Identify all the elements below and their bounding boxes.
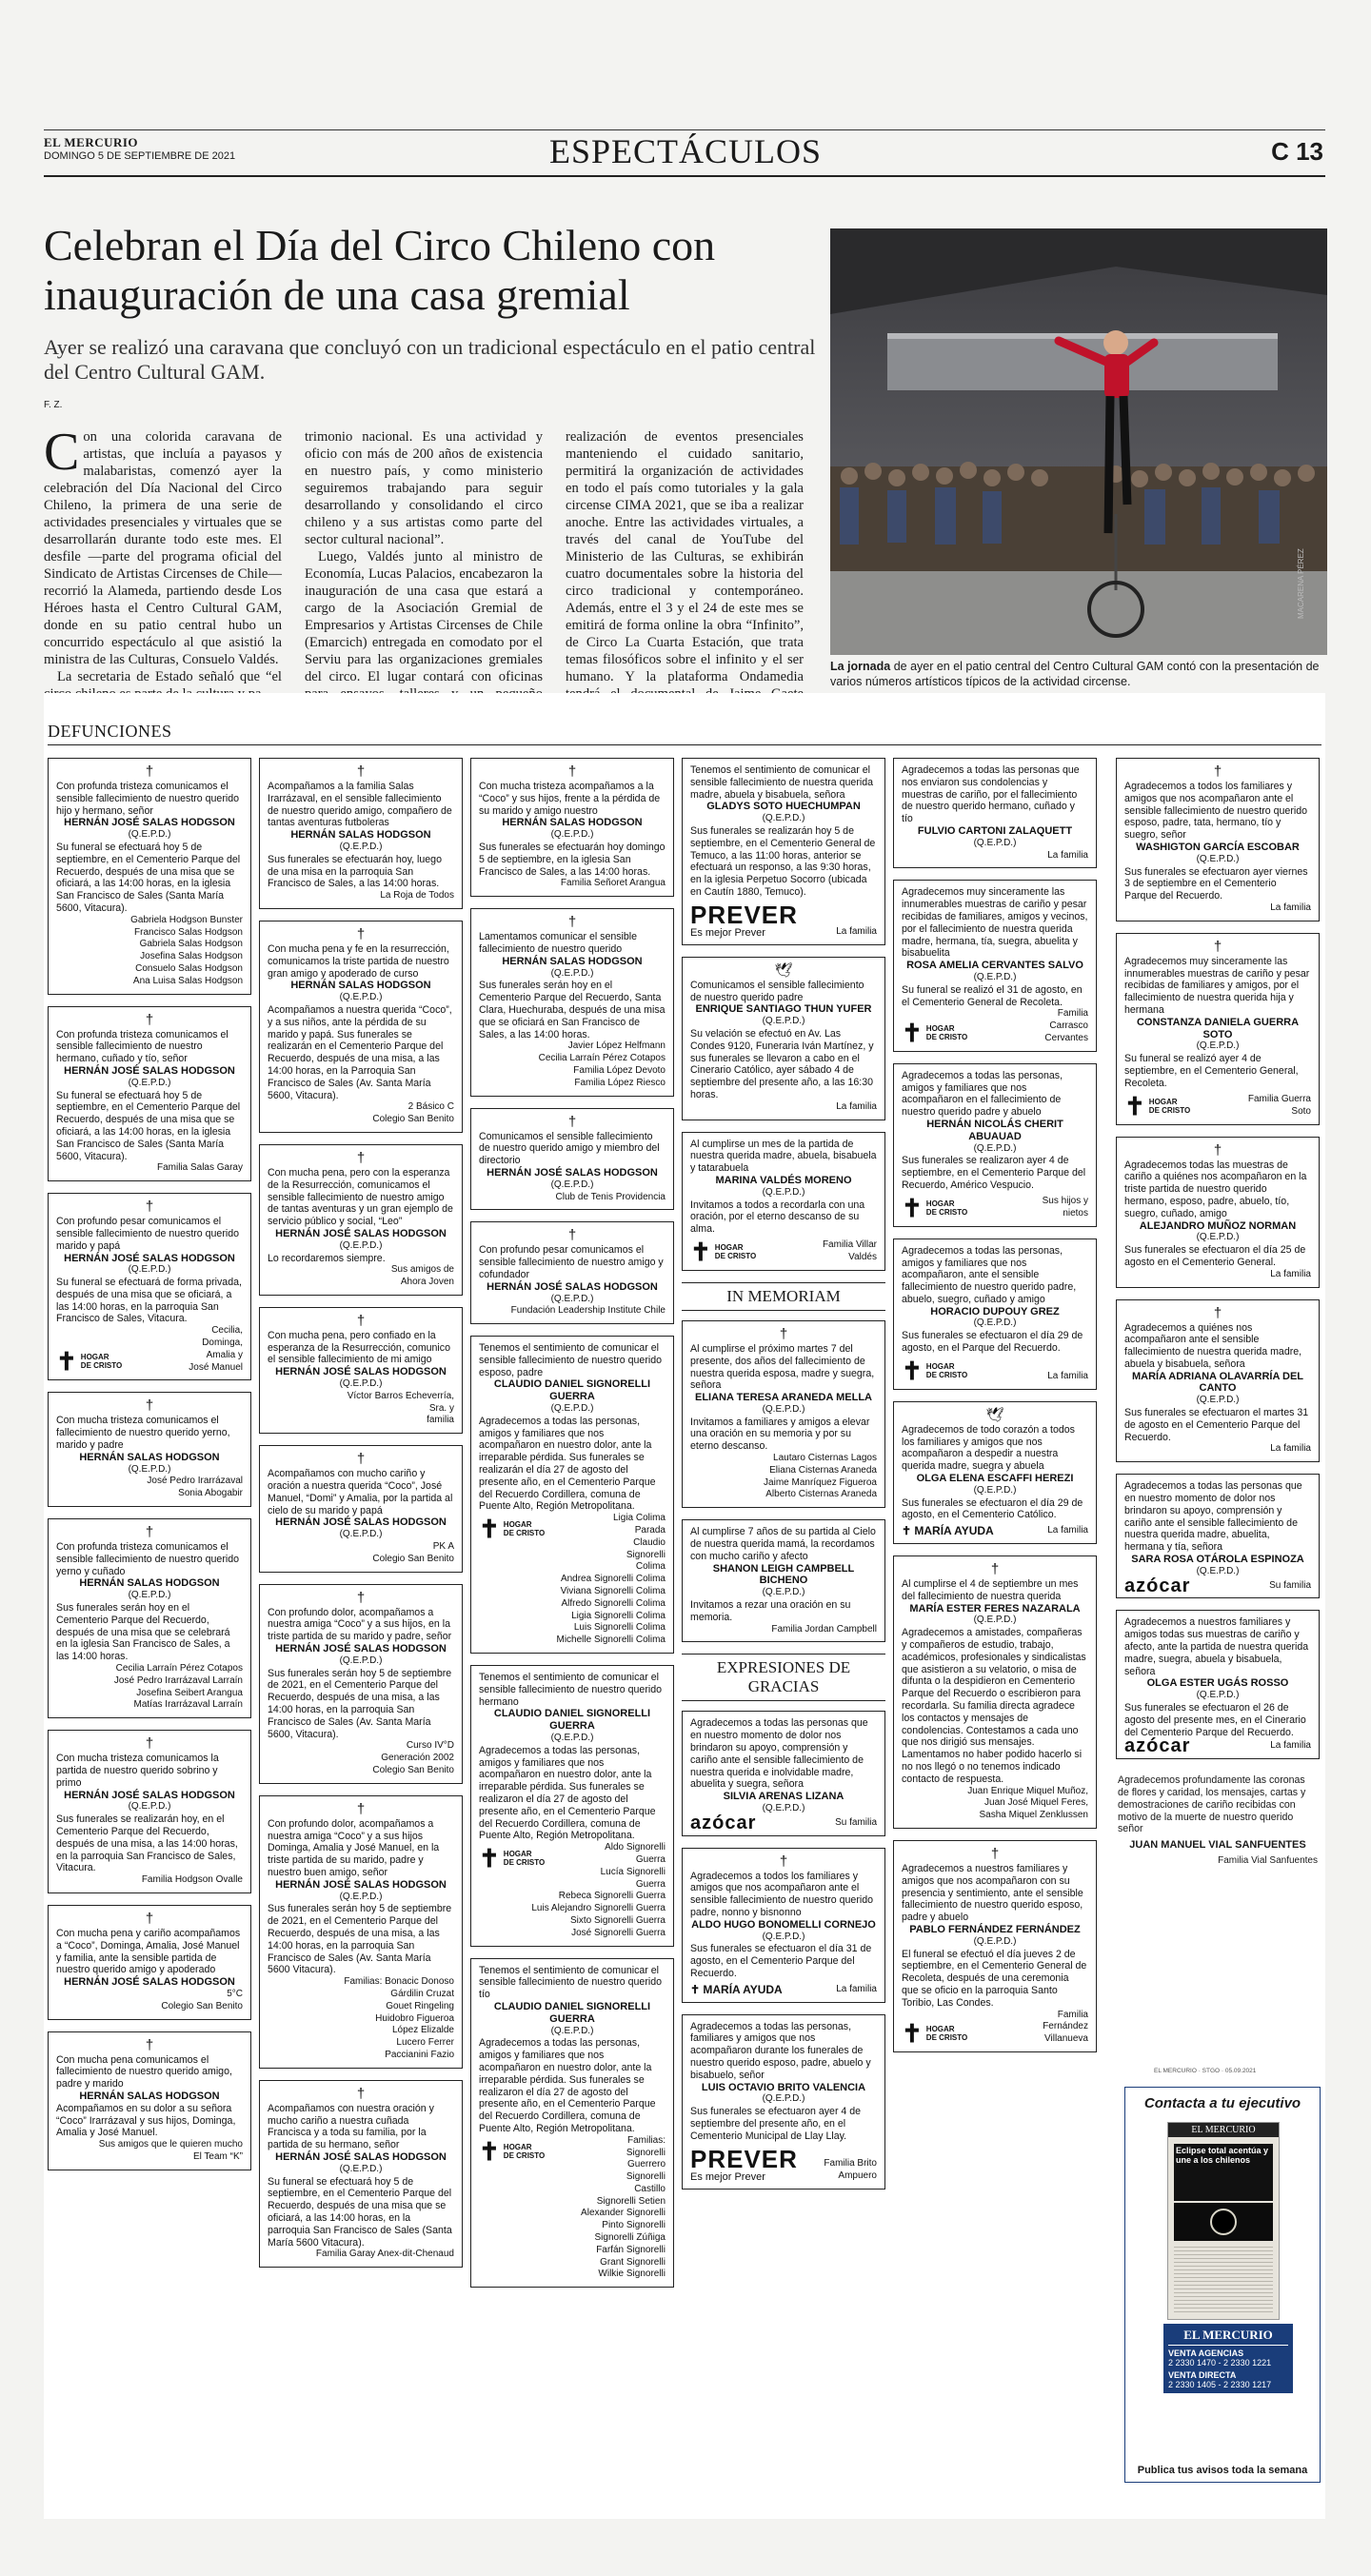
cross-icon: † — [145, 2036, 154, 2053]
cross-icon: † — [145, 763, 154, 780]
obituaries-rule — [48, 744, 1321, 745]
obituary-notice: Tenemos el sentimiento de comunicar el sensible fallecimiento de nuestro querido tío CLAUDIO DANIEL SIGNORELLI GUERRA (Q.E.P.D.) Agradecemos a todas las personas, amigos y familiares que nos acompañaron en nuestro dolor, ante la irreparable pérdida. Sus funerales se realizaron el día 27 de agosto del presente año, en el Cementerio Parque del Recuerdo Cordillera, comuna de Puente Alto, Región Metropolitana. ✝ HOGAR DE CRISTO Familias: Signorelli Guerrero Signorelli Castillo Signorelli Setien Alexander Signorelli Pinto Signorelli Signorelli Zúñiga Farfán Signorelli Grant Signorelli Wilkie Signorelli — [470, 1958, 674, 2289]
sales-agencies-label: VENTA AGENCIAS — [1168, 2348, 1244, 2358]
article-photo — [830, 228, 1327, 655]
photo-credit: MACARENA PÉREZ — [1297, 548, 1305, 619]
header-rule — [44, 175, 1325, 177]
eclipse-image — [1174, 2203, 1273, 2241]
obituary-notice: † Con profunda tristeza comunicamos el sensible fallecimiento de nuestro hermano, cuñado y tío, señor HERNÁN JOSÉ SALAS HODGSON (Q.E.P.D.) Su funeral se efectuará hoy 5 de septiembre, en el Cementerio Parque del Recuerdo, después de una misa que se oficiará, a las 14:00 horas, en la iglesia San Francisco de Sales (Santa María 5600, Vitacura). Familia Salas Garay — [48, 1006, 251, 1182]
obituary-notice: Agradecemos a todas las personas, amigos y familiares que nos acompañaron, ante el sensible fallecimiento de nuestro querido padre, abuelo, suegro, cuñado y amigo HORACIO DUPOUY GREZ (Q.E.P.D.) Sus funerales se efectuaron el día 29 de agosto, en el Parque del Recuerdo. ✝ HOGAR DE CRISTO La familia — [893, 1238, 1097, 1390]
azocar-logo: azócar — [1124, 1575, 1191, 1596]
imprint-text: EL MERCURIO · STGO · 05.09.2021 — [1154, 2068, 1257, 2074]
article-headline: Celebran el Día del Circo Chileno con inauguración de una casa gremial — [44, 221, 716, 319]
obituary-notice: † Con mucha pena y fe en la resurrección, comunicamos la triste partida de nuestro gran amigo y apoderado de curso HERNÁN SALAS HODGSON (Q.E.P.D.) Acompañamos a nuestra querida “Coco”, y a sus niños, ante la pérdida de su marido y papá. Sus funerales se realizarán en el Cementerio Parque del Recuerdo, después de una misa, a las 14:00 horas, en la Parroquia San Francisco de Sales (Av. Santa María 5600, Vitacura). 2 Básico C Colegio San Benito — [259, 921, 463, 1133]
sales-direct-label: VENTA DIRECTA — [1168, 2370, 1237, 2380]
obituary-notice: Agradecemos a todas las personas, amigos y familiares que nos acompañaron en el fallecimiento de nuestro querido padre y abuelo HERNÁN NICOLÁS CHERIT ABUAUAD (Q.E.P.D.) Sus funerales se realizaron ayer 4 de septiembre, en el Cementerio Parque del Recuerdo, Américo Vespucio. ✝ HOGAR DE CRISTO Sus hijos y nietos — [893, 1063, 1097, 1227]
article-text: on una colorida caravana de artistas, que incluía a payasos y malabaristas, comenzó ayer la celebración del Día Nacional del Circo Chileno, la primera de una serie de actividades presenciales y virtuales que se desarrollarán durante todo este mes. El desfile —parte del programa oficial del Sindicato de Artistas Circenses de Chile— recorrió la Alameda, partiendo desde Los Héroes hasta el Centro Cultural GAM, donde en su patio central hubo un concurrido espectáculo al que asistió la ministra de las Culturas, Consuelo Valdés. — [44, 429, 282, 667]
obituary-notice: Agradecemos a todas las personas que en nuestro momento de dolor nos brindaron su apoyo, comprensión y cariño ante el sensible fallecimiento de nuestra querida madre, abuelita, hermana y tía, señora SARA ROSA OTÁROLA ESPINOZA (Q.E.P.D.) azócar Su familia — [1116, 1474, 1320, 1598]
contact-advertisement[interactable] — [1124, 2087, 1321, 2483]
article-text: realización de eventos presenciales manteniendo el cuidado sanitario, permitirá la organización de actividades en todo el país como tutoriales y la gala circense CIMA 2021, que se iba a realizar anoche. Entre las actividades virtuales, a través del canal de YouTube del Ministerio de las Culturas, se exhibirán cuatro documentales sobre la historia del circo tradicional y contemporáneo. Además, entre el 3 y el 24 de este mes se emitirá de forma online la obra “Infinito”, de Circo La Cuarta Estación, que trata temas filosóficos sobre el infinito y el ser humano. Y la plataforma Ondamedia — [566, 429, 804, 684]
obituary-notice: Al cumplirse 7 años de su partida al Cielo de nuestra querida mamá, la recordamos con mucho cariño y afecto SHANON LEIGH CAMPBELL BICHENO (Q.E.P.D.) Invitamos a rezar una oración en su memoria. Familia Jordan Campbell — [682, 1519, 885, 1642]
obituary-notice: † Con profundo dolor, acompañamos a nuestra amiga “Coco” y a sus hijos, en la triste partida de su marido y padre, señor HERNÁN JOSÉ SALAS HODGSON (Q.E.P.D.) Sus funerales serán hoy 5 de septiembre de 2021, en el Cementerio Parque del Recuerdo, después de una misa, a las 14:00 horas, en la parroquia San Francisco de Sales (Av. Santa María 5600, Vitacura). Curso IV°D Generación 2002 Colegio San Benito — [259, 1584, 463, 1784]
obituary-notice: † Con profundo pesar comunicamos el sensible fallecimiento de nuestro amigo y cofundador HERNÁN JOSÉ SALAS HODGSON (Q.E.P.D.) Fundación Leadership Institute Chile — [470, 1221, 674, 1324]
in-memoriam-heading: IN MEMORIAM — [682, 1282, 885, 1311]
obituary-column-3 — [470, 758, 674, 2299]
obituary-notice: † Acompañamos con nuestra oración y mucho cariño a nuestra cuñada Francisca y a toda su familia, por la partida de su hermano, señor HERNÁN JOSÉ SALAS HODGSON (Q.E.P.D.) Su funeral se efectuará hoy 5 de septiembre, en el Cementerio Parque del Recuerdo, después de una misa que se oficiará, a las 14:00 horas, en la parroquia San Francisco de Sales (Santa María 5600 Vitacura). Familia Garay Anex-dit-Chenaud — [259, 2080, 463, 2268]
caption-text: de ayer en el patio central del Centro Cultural GAM contó con la presentación de varios números artísticos típicos de la actividad circense. — [830, 660, 1320, 688]
top-rule — [44, 129, 1325, 130]
hogar-de-cristo-logo: ✝ HOGAR DE CRISTO — [902, 2018, 968, 2048]
page-number: C 13 — [1271, 137, 1323, 166]
article-byline: F. Z. — [44, 400, 63, 410]
obituary-column-6 — [1116, 758, 1320, 1872]
obituary-notice: 🕊 Comunicamos el sensible fallecimiento de nuestro querido padre ENRIQUE SANTIAGO THUN YUFER (Q.E.P.D.) Su velación se efectuó en Av. Las Condes 9120, Funeraria Iván Martínez, y sus funerales se llevaron a cabo en el Cinerario Católico, ayer sábado 4 de septiembre del presente año, a las 16:30 horas. La familia — [682, 957, 885, 1120]
publication-date: DOMINGO 5 DE SEPTIEMBRE DE 2021 — [44, 150, 236, 162]
ad-title: Contacta a tu ejecutivo — [1143, 2095, 1301, 2111]
obituary-notice: Agradecemos a todas las personas, familiares y amigos que nos acompañaron durante los funerales de nuestro querido esposo, padre, abuelo y bisabuelo, señor LUIS OCTAVIO BRITO VALENCIA (Q.E.P.D.) Sus funerales se efectuaron ayer 4 de septiembre del presente año, en el Cementerio Municipal de Llay Llay. PREVER Es mejor Prever Familia Brito Ampuero — [682, 2014, 885, 2190]
cross-icon: † — [567, 914, 577, 931]
obituaries-title: DEFUNCIONES — [48, 722, 172, 741]
hogar-de-cristo-logo: ✝ HOGAR DE CRISTO — [479, 1515, 546, 1544]
dove-icon: 🕊 — [774, 961, 793, 979]
hogar-de-cristo-logo: ✝ HOGAR DE CRISTO — [479, 1844, 546, 1873]
cross-icon: † — [145, 1910, 154, 1927]
publication-name: EL MERCURIO — [44, 135, 139, 149]
gracias-heading: EXPRESIONES DE GRACIAS — [682, 1654, 885, 1701]
article-column-3 — [566, 428, 804, 737]
circus-performance-photo — [830, 228, 1327, 655]
sales-direct-phones[interactable]: 2 2330 1405 - 2 2330 1217 — [1168, 2380, 1272, 2389]
cross-icon: † — [1213, 1304, 1222, 1321]
obituary-notice: † Agradecemos todas las muestras de cariño a quiénes nos acompañaron en la triste partida de nuestro querido hermano, esposo, padre, abuelo, tío, suegro, cuñado, amigo ALEJANDRO MUÑOZ NORMAN (Q.E.P.D.) Sus funerales se efectuaron el día 25 de agosto en el Cementerio General. La familia — [1116, 1137, 1320, 1288]
obituary-notice: † Con profundo dolor, acompañamos a nuestra amiga “Coco” y a sus hijos Dominga, Amalia y José Manuel, en la triste partida de su marido, padre y nuestro buen amigo, señor HERNÁN JOSÉ SALAS HODGSON (Q.E.P.D.) Sus funerales serán hoy 5 de septiembre de 2021, en el Cementerio Parque del Recuerdo, después de una misa, a las 14:00 horas, en la parroquia San Francisco de Sales (Av. Santa María 5600 Vitacura). Familias: Bonacic Donoso Gárdilin Cruzat Gouet Ringeling Huidobro Figueroa López Elizalde Lucero Ferrer Paccianini Fazio — [259, 1795, 463, 2069]
hogar-de-cristo-logo: ✝ HOGAR DE CRISTO — [690, 1237, 757, 1266]
obituary-notice: 🕊 Agradecemos de todo corazón a todos los familiares y amigos que nos acompañaron a despedir a nuestra querida madre, suegra y abuela OLGA ELENA ESCAFFI HEREZI (Q.E.P.D.) Sus funerales se efectuaron el día 29 de agosto, en el Cementerio Católico. ✝ MARÍA AYUDA La familia — [893, 1401, 1097, 1544]
obituary-column-1 — [48, 758, 251, 2182]
hogar-de-cristo-logo: ✝ HOGAR DE CRISTO — [902, 1193, 968, 1222]
cross-icon: † — [990, 1561, 1000, 1578]
obituary-notice: Agradecemos a todas las personas que nos enviaron sus condolencias y muestras de cariño, por el fallecimiento de nuestro querido hermano, cuñado y tío FULVIO CARTONI ZALAQUETT (Q.E.P.D.) La familia — [893, 758, 1097, 868]
hogar-de-cristo-logo: ✝ HOGAR DE CRISTO — [1124, 1091, 1191, 1120]
obituary-notice: † Comunicamos el sensible fallecimiento de nuestro querido amigo y miembro del directorio HERNÁN JOSÉ SALAS HODGSON (Q.E.P.D.) Club de Tenis Providencia — [470, 1108, 674, 1211]
obituary-notice: † Al cumplirse el 4 de septiembre un mes del fallecimiento de nuestra querida MARÍA ESTER FERES NAZARALA (Q.E.P.D.) Agradecemos a amistades, compañeras y compañeros de estudio, trabajo, académicos, profesionales y sindicalistas que asistieron a su velatorio, o misa de difunta o la despidieron en Cementerio Parque del Recuerdo o escribieron para recordarla. Su familia directa agradece los contactos y mensajes de condolencias. Contestamos a cada uno que nos dirigió sus mensajes. Lamentamos no haber podido hacerlo si no nos llegó o no tenemos indicado contacto de respuesta. Juan Enrique Miquel Muñoz, Juan José Miquel Feres, Sasha Miquel Zenklussen — [893, 1556, 1097, 1829]
cross-icon: † — [145, 1735, 154, 1753]
obituary-column-2 — [259, 758, 463, 2279]
obituary-notice: † Con mucha pena y cariño acompañamos a “Coco”, Dominga, Amalia, José Manuel y familia, ante la sensible partida de nuestro querido amigo y apoderado HERNÁN JOSÉ SALAS HODGSON 5°C Colegio San Benito — [48, 1905, 251, 2020]
ad-footer: Publica tus avisos toda la semana — [1137, 2465, 1308, 2476]
obituary-notice: Agradecemos a nuestros familiares y amigos todas sus muestras de cariño y afecto, ante la partida de nuestra querida madre, suegra, abuela y bisabuela, señora OLGA ESTER UGÁS ROSSO (Q.E.P.D.) Sus funerales se efectuaron el 26 de agosto del presente mes, en el Cinerario del Cementerio Parque del Recuerdo. azócar La familia — [1116, 1610, 1320, 1759]
cross-icon: † — [1213, 1141, 1222, 1159]
azocar-logo: azócar — [1124, 1735, 1191, 1757]
newspaper-thumbnail — [1167, 2122, 1280, 2320]
cross-icon: † — [567, 1227, 577, 1244]
article-column-2 — [305, 428, 543, 737]
article-text: La secretaria de Estado señaló que “el — [57, 669, 282, 684]
caption-lead: La jornada — [830, 660, 891, 673]
cross-icon: † — [356, 1589, 366, 1606]
cross-icon: † — [145, 1524, 154, 1541]
hogar-de-cristo-logo: ✝ HOGAR DE CRISTO — [479, 2136, 546, 2166]
obituary-notice: † Con profunda tristeza comunicamos el sensible fallecimiento de nuestro querido yerno y cuñado HERNÁN SALAS HODGSON (Q.E.P.D.) Sus funerales serán hoy en el Cementerio Parque del Recuerdo, después de una misa que se celebrará en la iglesia San Francisco de Sales, a las 14:00 horas. Cecilia Larraín Pérez Cotapos José Pedro Irarrázaval Larraín Josefina Seibert Arangua Matías Irarrázaval Larraín — [48, 1518, 251, 1718]
obituary-notice: Tenemos el sentimiento de comunicar el sensible fallecimiento de nuestro querido hermano CLAUDIO DANIEL SIGNORELLI GUERRA (Q.E.P.D.) Agradecemos a todas las personas, amigos y familiares que nos acompañaron en nuestro dolor, ante la irreparable pérdida. Sus funerales se realizaron el día 27 de agosto del presente año, en el Cementerio Parque del Recuerdo Cordillera, comuna de Puente Alto, Región Metropolitana. ✝ HOGAR DE CRISTO Aldo Signorelli Guerra Lucía Signorelli Guerra Rebeca Signorelli Guerra Luis Alejandro Signorelli Guerra Sixto Signorelli Guerra José Signorelli Guerra — [470, 1665, 674, 1947]
cross-icon: † — [356, 2085, 366, 2102]
cross-icon: † — [356, 1800, 366, 1817]
hogar-de-cristo-logo: ✝ HOGAR DE CRISTO — [902, 1356, 968, 1385]
section-title: ESPECTÁCULOS — [548, 132, 823, 170]
article-column-1 — [44, 423, 282, 703]
cross-icon: † — [356, 1312, 366, 1329]
obituary-notice: † Con mucha tristeza comunicamos la partida de nuestro querido sobrino y primo HERNÁN JOSÉ SALAS HODGSON (Q.E.P.D.) Sus funerales se realizarán hoy, en el Cementerio Parque del Recuerdo, después de una misa, a las 14:00 horas, en la parroquia San Francisco de Sales, Vitacura. Familia Hodgson Ovalle — [48, 1730, 251, 1893]
thumbnail-masthead: EL MERCURIO — [1168, 2123, 1279, 2137]
obituary-notice: † Agradecemos a quiénes nos acompañaron ante el sensible fallecimiento de nuestra querida madre, abuela y bisabuela, señora MARÍA ADRIANA OLAVARRÍA DEL CANTO (Q.E.P.D.) Sus funerales se efectuaron el martes 31 de agosto en el Cementerio Parque del Recuerdo. La familia — [1116, 1299, 1320, 1463]
hogar-de-cristo-logo: ✝ HOGAR DE CRISTO — [56, 1347, 123, 1377]
obituary-column-4 — [682, 758, 885, 2201]
obituary-notice: † Agradecemos a todos los familiares y amigos que nos acompañaron ante el sensible fallecimiento de nuestro querido esposo, padre, tata, hermano, tío y suegro, señor WASHIGTON GARCÍA ESCOBAR (Q.E.P.D.) Sus funerales se efectuaron ayer viernes 3 de septiembre en el Cementerio Parque del Recuerdo. La familia — [1116, 758, 1320, 921]
article-text: Luego, Valdés junto al ministro de Economía, Lucas Palacios, encabezaron la inauguración de una casa que estará a cargo de la Asociación Gremial de Empresarios y Artistas Circenses de Chile (Emarcich) entregada en comodato por el Serviu para las organizaciones gremiales del circo. El lugar contará con oficinas — [305, 549, 543, 684]
cross-icon: † — [567, 1113, 577, 1130]
obituary-notice: Tenemos el sentimiento de comunicar el sensible fallecimiento de nuestra querida madre, abuela y bisabuela, señora GLADYS SOTO HUECHUMPAN (Q.E.P.D.) Sus funerales se realizarán hoy 5 de septiembre, en el Cementerio General de Temuco, a las 11:00 horas, anterior se efectuará un responso, a las 9:30 horas, en la iglesia Perpetuo Socorro (ubicada en Cautín 1880, Temuco). PREVER Es mejor Prever La familia — [682, 758, 885, 945]
cross-icon: † — [356, 763, 366, 780]
obituary-notice: † Agradecemos a todos los familiares y amigos que nos acompañaron ante el sensible fallecimiento de nuestro querido padre, nonno y bisnonno ALDO HUGO BONOMELLI CORNEJO (Q.E.P.D.) Sus funerales se efectuaron el día 31 de agosto, en el Cementerio Parque del Recuerdo. ✝ MARÍA AYUDA La familia — [682, 1848, 885, 2003]
drop-cap: C — [44, 423, 80, 482]
thumbnail-headline: Eclipse total acentúa y une a los chilenos — [1174, 2144, 1273, 2201]
sales-agencies-phones[interactable]: 2 2330 1470 - 2 2330 1221 — [1168, 2358, 1272, 2368]
gratitude-notice: Agradecemos profundamente las coronas de flores y caridad, los mensajes, cartas y demostraciones de cariño recibidas con motivo de la muerte de nuestro querido señor JUAN MANUEL VIAL SANFUENTES Familia Vial Sanfuentes — [1118, 1774, 1318, 1866]
obituary-notice: † Con mucha pena, pero con la esperanza de la Resurrección, comunicamos el sensible fallecimiento de nuestro amigo de tantas aventuras y un gran ejemplo de servicio público y social, “Leo” HERNÁN JOSÉ SALAS HODGSON (Q.E.P.D.) Lo recordaremos siempre. Sus amigos de Ahora Joven — [259, 1144, 463, 1296]
cross-icon: † — [356, 925, 366, 942]
prever-logo: PREVER Es mejor Prever — [690, 900, 798, 939]
azocar-logo: azócar — [690, 1812, 757, 1833]
article-deck: Ayer se realizó una caravana que concluyó con un tradicional espectáculo en el patio central del Centro Cultural GAM. — [44, 335, 816, 384]
cross-icon: † — [145, 1199, 154, 1216]
obituary-column-5 — [893, 758, 1097, 2064]
cross-icon: † — [1213, 763, 1222, 780]
cross-icon: † — [1213, 938, 1222, 955]
obituary-notice: † Lamentamos comunicar el sensible fallecimiento de nuestro querido HERNÁN SALAS HODGSON (Q.E.P.D.) Sus funerales serán hoy en el Cementerio Parque del Recuerdo, Santa Clara, Huechuraba, después de una misa que se oficiará en San Francisco de Sales, a las 14:00 horas. Javier López Helfmann Cecilia Larraín Pérez Cotapos Familia López Devoto Familia López Riesco — [470, 908, 674, 1096]
obituary-notice: † Al cumplirse el próximo martes 7 del presente, dos años del fallecimiento de nuestra querida esposa, madre y suegra, señora ELIANA TERESA ARANEDA MELLA (Q.E.P.D.) Invitamos a familiares y amigos a elevar una oración en su memoria y por su eterno descanso. Lautaro Cisternas Lagos Eliana Cisternas Araneda Jaime Manríquez Figueroa Alberto Cisternas Araneda — [682, 1320, 885, 1508]
cross-icon: † — [779, 1325, 788, 1342]
cross-icon: † — [567, 763, 577, 780]
obituary-notice: † Con mucha pena, pero confiado en la esperanza de la Resurrección, comunico el sensible fallecimiento de mi amigo HERNÁN JOSÉ SALAS HODGSON (Q.E.P.D.) Víctor Barros Echeverría, Sra. y familia — [259, 1307, 463, 1434]
cross-icon: † — [779, 1853, 788, 1870]
obituary-notice: † Agradecemos muy sinceramente las innumerables muestras de cariño y pesar recibidas de familiares y amigos, por el fallecimiento de nuestra querida hija y hermana CONSTANZA DANIELA GUERRA SOTO (Q.E.P.D.) Su funeral se realizó ayer 4 de septiembre, en el Cementerio General, Recoleta. ✝ HOGAR DE CRISTO Familia Guerra Soto — [1116, 933, 1320, 1125]
obituary-notice: † Con mucha tristeza comunicamos el fallecimiento de nuestro querido yerno, marido y padre HERNÁN SALAS HODGSON (Q.E.P.D.) José Pedro Irarrázaval Sonia Abogabir — [48, 1392, 251, 1507]
obituary-notice: Agradecemos a todas las personas que en nuestro momento de dolor nos brindaron su apoyo, comprensión y cariño ante el sensible fallecimiento de nuestra querida e inolvidable madre, abuelita y suegra, señora SILVIA ARENAS LIZANA (Q.E.P.D.) azócar Su familia — [682, 1711, 885, 1835]
ad-brand: EL MERCURIO — [1168, 2328, 1288, 2346]
maria-ayuda-logo: ✝ MARÍA AYUDA — [690, 1982, 783, 1996]
obituary-notice: † Con profunda tristeza comunicamos el sensible fallecimiento de nuestro querido hijo y hermano, señor HERNÁN JOSÉ SALAS HODGSON (Q.E.P.D.) Su funeral se efectuará hoy 5 de septiembre, en el Cementerio Parque del Recuerdo, después de una misa que se oficiará, a las 14:00 horas, en la iglesia San Francisco de Sales (Santa María 5600, Vitacura). Gabriela Hodgson Bunster Francisco Salas Hodgson Gabriela Salas Hodgson Josefina Salas Hodgson Consuelo Salas Hodgson Ana Luisa Salas Hodgson — [48, 758, 251, 995]
thumbnail-text-lines — [1174, 2247, 1273, 2313]
obituary-notice: † Con mucha pena comunicamos el fallecimiento de nuestro querido amigo, padre y marido HERNÁN SALAS HODGSON Acompañamos en su dolor a su señora “Coco” Irarrázaval y sus hijos, Dominga, Amalia y José Manuel. Sus amigos que le quieren mucho El Team “K” — [48, 2031, 251, 2170]
dove-icon: 🕊 — [985, 1406, 1004, 1423]
maria-ayuda-logo: ✝ MARÍA AYUDA — [902, 1524, 994, 1538]
photo-caption — [830, 659, 1327, 689]
prever-logo: PREVER Es mejor Prever — [690, 2144, 798, 2183]
cross-icon: † — [990, 1845, 1000, 1862]
obituary-notice: Al cumplirse un mes de la partida de nuestra querida madre, abuela, bisabuela y tatarabuela MARINA VALDÉS MORENO (Q.E.P.D.) Invitamos a todos a recordarla con una oración, por el eterno descanso de su alma. ✝ HOGAR DE CRISTO Familia Villar Valdés — [682, 1132, 885, 1271]
obituary-notice: † Acompañamos a la familia Salas Irarrázaval, en el sensible fallecimiento de nuestro querido amigo, compañero de tantas aventuras futboleras HERNÁN SALAS HODGSON (Q.E.P.D.) Sus funerales se efectuarán hoy, luego de una misa en la parroquia San Francisco de Sales, a las 14:00 horas. La Roja de Todos — [259, 758, 463, 909]
cross-icon: † — [145, 1011, 154, 1028]
obituary-notice: † Acompañamos con mucho cariño y oración a nuestra querida “Coco”, José Manuel, “Domi” y Amalia, por la partida al cielo de su marido y papá HERNÁN JOSÉ SALAS HODGSON (Q.E.P.D.) PK A Colegio San Benito — [259, 1445, 463, 1572]
obituary-notice: Tenemos el sentimiento de comunicar el sensible fallecimiento de nuestro querido esposo, padre CLAUDIO DANIEL SIGNORELLI GUERRA (Q.E.P.D.) Agradecemos a todas las personas, amigos y familiares que nos acompañaron en nuestro dolor, ante la irreparable pérdida. Sus funerales se realizarán el día 27 de agosto del presente año, en el Cementerio Parque del Recuerdo Cordillera, comuna de Puente Alto, Región Metropolitana. ✝ HOGAR DE CRISTO Ligia Colima Parada Claudio Signorelli Colima Andrea Signorelli Colima Viviana Signorelli Colima Alfredo Signorelli Colima Ligia Signorelli Colima Luis Signorelli Colima Michelle Signorelli Colima — [470, 1336, 674, 1654]
obituary-notice: † Con mucha tristeza acompañamos a la “Coco” y sus hijos, frente a la pérdida de su marido y amigo nuestro HERNÁN SALAS HODGSON (Q.E.P.D.) Sus funerales se efectuarán hoy domingo 5 de septiembre, en la iglesia San Francisco de Sales, a las 14:00 horas. Familia Señoret Arangua — [470, 758, 674, 897]
obituary-notice: † Con profundo pesar comunicamos el sensible fallecimiento de nuestro querido marido y papá HERNÁN JOSÉ SALAS HODGSON (Q.E.P.D.) Su funeral se efectuará de forma privada, después de una misa que se oficiará, a las 14:00 horas, en la parroquia San Francisco de Sales, Vitacura. ✝ HOGAR DE CRISTO Cecilia, Dominga, Amalia y José Manuel — [48, 1193, 251, 1380]
obituary-notice: Agradecemos muy sinceramente las innumerables muestras de cariño y pesar recibidas de familiares, amigos y vecinos, por el fallecimiento de nuestra querida madre, hermana, tía, suegra, abuelita y bisabuelita ROSA AMELIA CERVANTES SALVO (Q.E.P.D.) Su funeral se realizó el 31 de agosto, en el Cementerio General de Recoleta. ✝ HOGAR DE CRISTO Familia Carrasco Cervantes — [893, 880, 1097, 1051]
cross-icon: † — [356, 1451, 366, 1468]
article-text: trimonio nacional. Es una actividad y oficio con más de 200 años de existencia en nuestro país, y como ministerio seguiremos trabajando para seguir desarrollando y consolidando el circo chileno y a sus artistas como parte del sector cultural nacional”. — [305, 429, 543, 547]
cross-icon: † — [356, 1149, 366, 1166]
hogar-de-cristo-logo: ✝ HOGAR DE CRISTO — [902, 1018, 968, 1047]
obituary-notice: † Agradecemos a nuestros familiares y amigos que nos acompañaron con su presencia y sentimiento, ante el sensible fallecimiento de nuestro querido esposo, padre y abuelo PABLO FERNÁNDEZ FERNÁNDEZ (Q.E.P.D.) El funeral se efectuó el día jueves 2 de septiembre, en el Cementerio General de Recoleta, después de una ceremonia que se oficio en la parroquia Santo Toribio, Las Condes. ✝ HOGAR DE CRISTO Familia Fernández Villanueva — [893, 1840, 1097, 2052]
cross-icon: † — [145, 1397, 154, 1415]
ad-contact-box — [1163, 2324, 1293, 2393]
